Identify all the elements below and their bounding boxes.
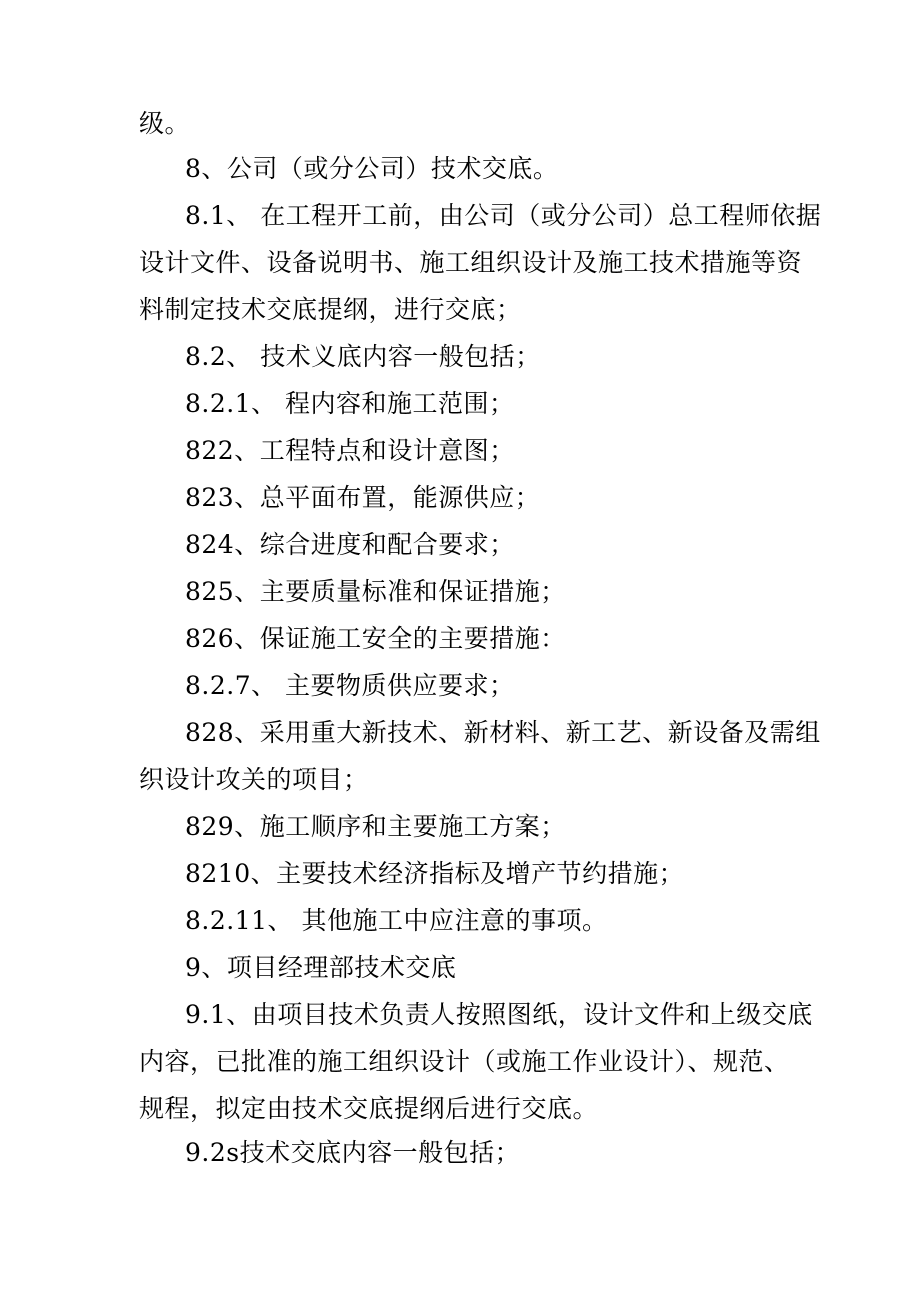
text-line-12: 826、保证施工安全的主要措施： xyxy=(185,624,566,653)
text-line-2: 8、公司（或分公司）技术交底。 xyxy=(185,154,559,183)
text-line-16: 829、施工顺序和主要施工方案； xyxy=(185,812,566,841)
text-line-5: 料制定技术交底提纲，进行交底； xyxy=(139,295,522,324)
text-line-11: 825、主要质量标准和保证措施； xyxy=(185,577,566,606)
text-line-18: 8.2.11、 其他施工中应注意的事项。 xyxy=(185,906,608,935)
text-line-7: 8.2.1、 程内容和施工范围； xyxy=(185,389,515,418)
text-line-14: 828、采用重大新技术、新材料、新工艺、新设备及需组 xyxy=(185,718,821,747)
text-line-3: 8.1、 在工程开工前，由公司（或分公司）总工程师依据 xyxy=(185,201,822,230)
text-line-13: 8.2.7、 主要物质供应要求； xyxy=(185,671,515,700)
text-line-9: 823、总平面布置，能源供应； xyxy=(185,483,541,512)
text-line-21: 内容，已批准的施工组织设计（或施工作业设计）、规范、 xyxy=(139,1047,790,1076)
text-line-23: 9.2s技术交底内容一般包括； xyxy=(185,1138,521,1167)
text-line-1: 级。 xyxy=(139,109,191,138)
text-line-19: 9、项目经理部技术交底 xyxy=(185,953,457,982)
text-line-17: 8210、主要技术经济指标及增产节约措施； xyxy=(185,859,685,888)
text-line-4: 设计文件、设备说明书、施工组织设计及施工技术措施等资 xyxy=(139,248,803,277)
text-line-6: 8.2、 技术义底内容一般包括； xyxy=(185,342,541,371)
text-line-22: 规程，拟定由技术交底提纲后进行交底。 xyxy=(139,1094,599,1123)
text-line-20: 9.1、由项目技术负责人按照图纸，设计文件和上级交底 xyxy=(185,1000,813,1029)
text-line-15: 织设计攻关的项目； xyxy=(139,765,369,794)
text-line-8: 822、工程特点和设计意图； xyxy=(185,436,515,465)
text-line-10: 824、综合进度和配合要求； xyxy=(185,530,515,559)
